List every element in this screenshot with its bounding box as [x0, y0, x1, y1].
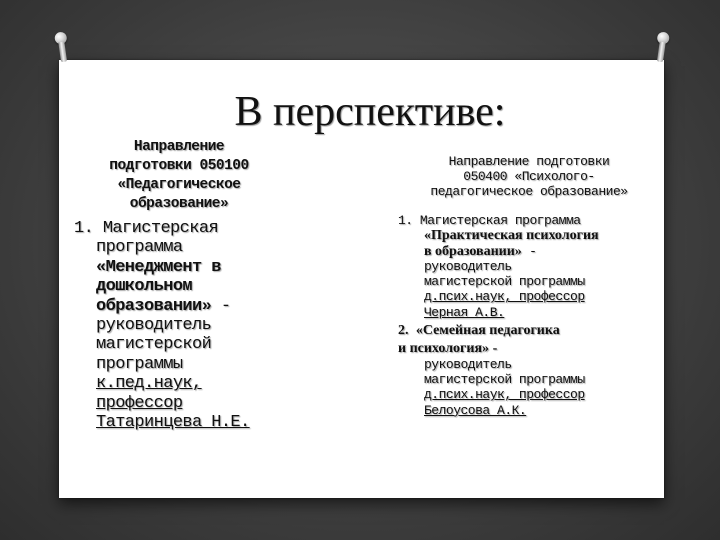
- degree-text: д.псих.наук, профессор: [424, 387, 585, 403]
- degree-text: к.пед.наук,: [96, 374, 202, 394]
- left-column: [74, 138, 284, 432]
- person-name: Белоусова А.К.: [424, 402, 527, 418]
- degree-text: д.псих.наук, профессор: [424, 289, 585, 305]
- slide-title: В перспективе:: [234, 89, 506, 135]
- left-program: 1. Магистерская программа «Менеджмент в дошкольном образовании» - руководитель магистерской программы к.пед.наук, профессор Татаринцева Н.Е.: [74, 219, 284, 432]
- person-name: Черная А.В.: [424, 304, 505, 320]
- program-name: «Практическая психология: [424, 228, 599, 244]
- program-name: «Семейная педагогика: [415, 323, 560, 339]
- right-programs: 1. Магистерская программа «Практическая психология в образовании» - руководитель магистерской программы д.псих.наук, профессор Черная А.В. 2. «Семейная педагогика и психология» - руководитель магистерской программы д.псих.наук, профессор Белоусова А.К.: [398, 213, 660, 418]
- left-heading: Направление подготовки 050100 «Педагогическое образование»: [109, 139, 249, 212]
- right-heading: Направление подготовки 050400 «Психолого- педагогическое образование»: [430, 154, 628, 199]
- right-column: [398, 154, 660, 418]
- program-name: «Менеджмент в: [96, 257, 221, 277]
- person-name: Татаринцева Н.Е.: [96, 413, 250, 433]
